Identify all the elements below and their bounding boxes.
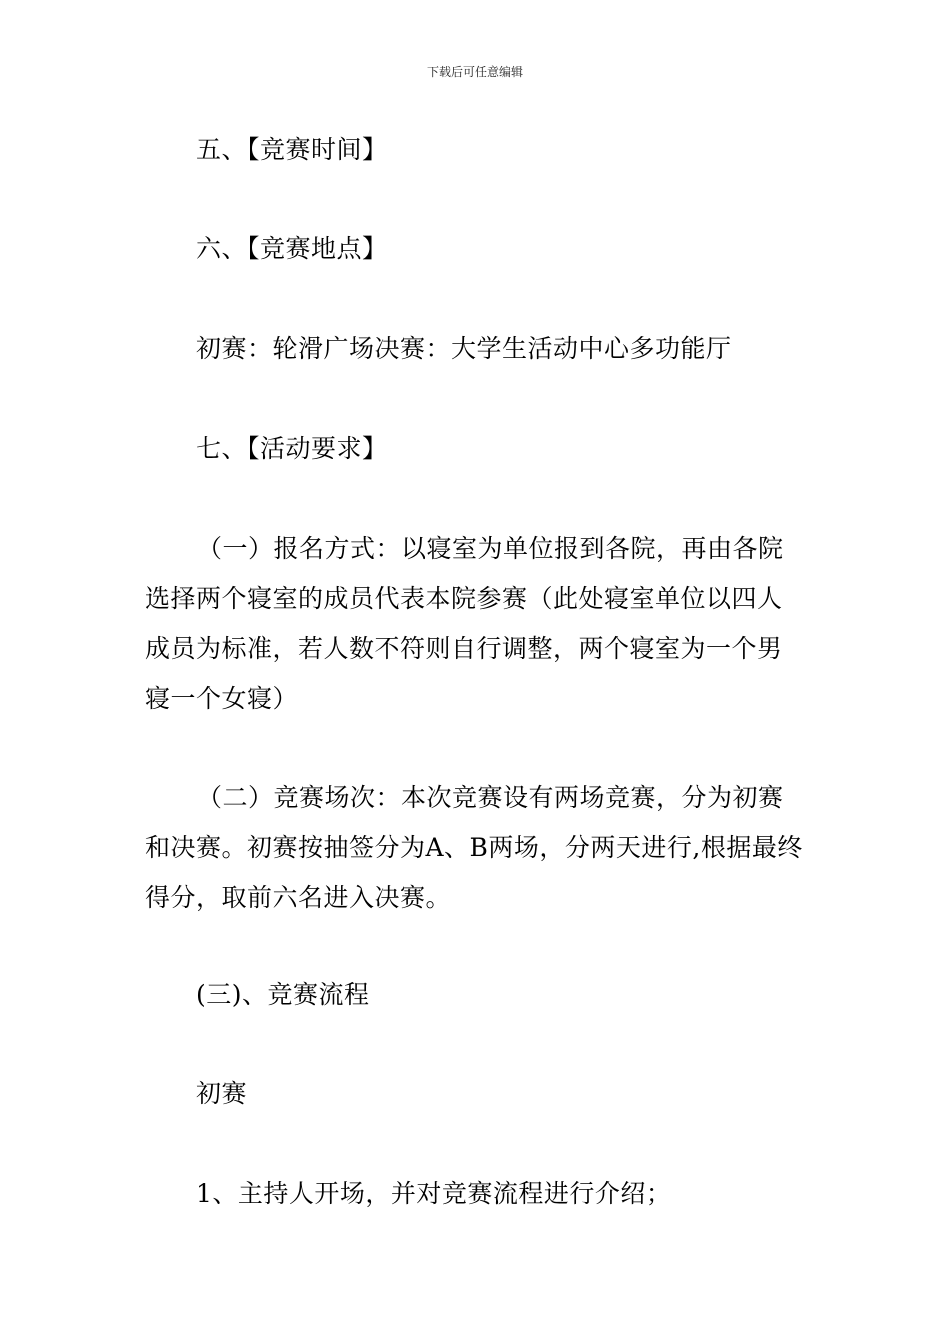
venue-text: 初赛：轮滑广场决赛：大学生活动中心多功能厅 — [196, 334, 732, 363]
registration-line: 寝一个女寝） — [145, 684, 299, 713]
registration-paragraph — [145, 524, 805, 724]
sessions-line: （二）竞赛场次：本次竞赛设有两场竞赛，分为初赛 — [197, 783, 784, 812]
heading-competition-venue: 六、【竞赛地点】 — [196, 234, 388, 263]
registration-line: 成员为标准，若人数不符则自行调整，两个寝室为一个男 — [145, 634, 783, 663]
heading-competition-flow: (三)、竞赛流程 — [196, 980, 370, 1009]
sessions-line: 和决赛。初赛按抽签分为A、B两场，分两天进行,根据最终 — [145, 833, 803, 862]
sessions-paragraph — [145, 773, 805, 923]
step-1-text: 1、主持人开场，并对竞赛流程进行介绍； — [196, 1179, 672, 1208]
preliminary-label: 初赛 — [196, 1079, 248, 1108]
registration-line: （一）报名方式：以寝室为单位报到各院，再由各院 — [197, 534, 784, 563]
sessions-line: 得分，取前六名进入决赛。 — [145, 883, 452, 912]
page-header: 下载后可任意编辑 — [426, 65, 523, 79]
registration-line: 选择两个寝室的成员代表本院参赛（此处寝室单位以四人 — [145, 584, 783, 613]
heading-activity-requirements: 七、【活动要求】 — [196, 434, 388, 463]
heading-competition-time: 五、【竞赛时间】 — [196, 135, 388, 164]
